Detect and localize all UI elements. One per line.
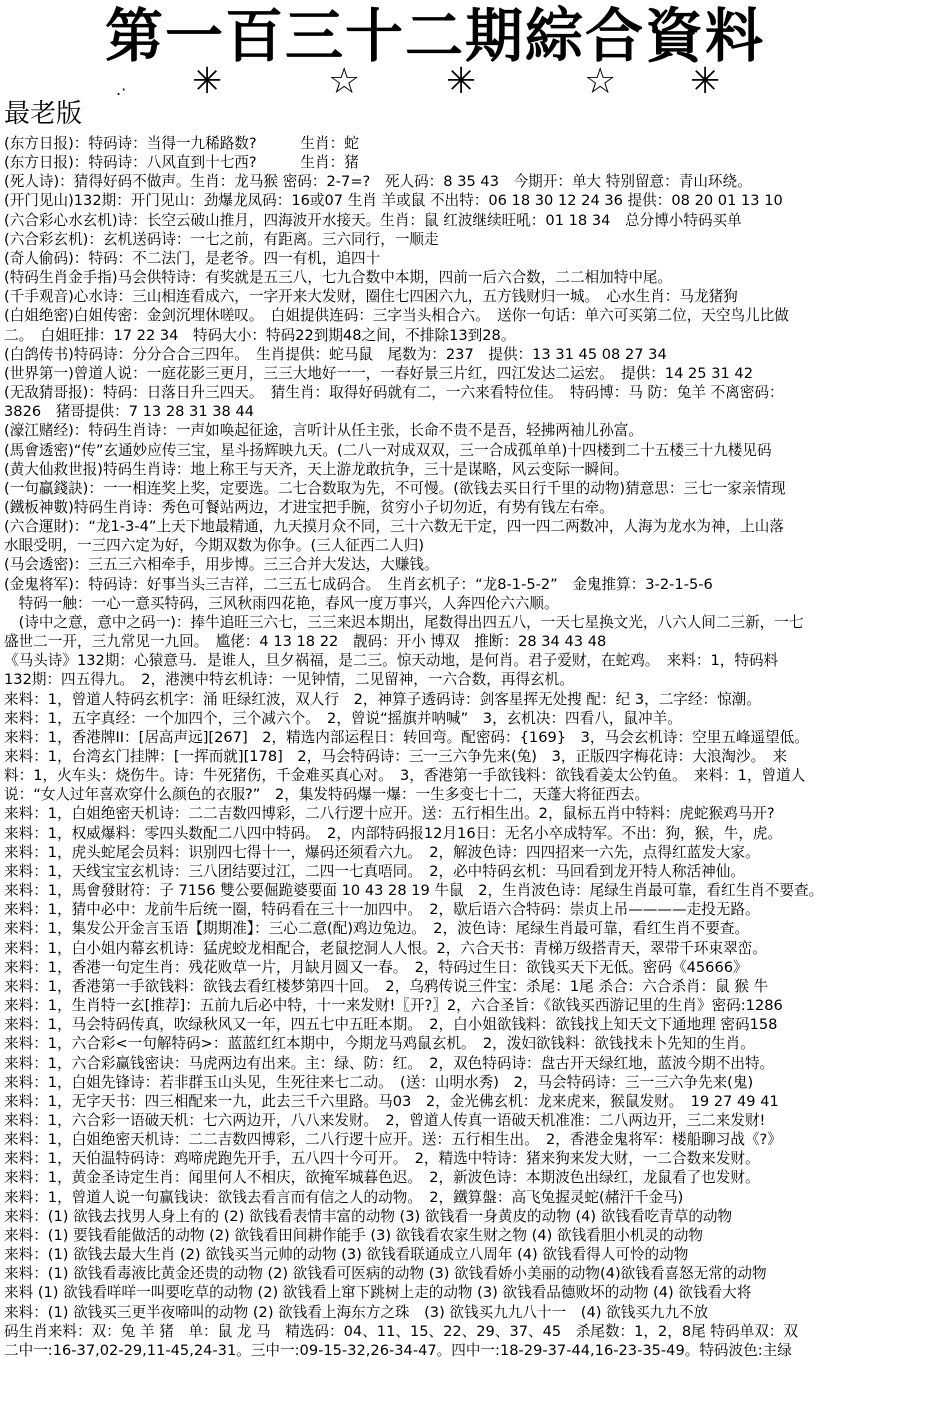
text-line: 来料：(1) 欲钱买三更半夜啼叫的动物 (2) 欲钱看上海东方之珠 (3) 欲钱买九九八十一 (4) 欲钱买九九不放 (4, 1303, 709, 1321)
text-line: 来料 (1) 欲钱看咩咩一叫要吃草的动物 (2) 欲钱看上窜下跳树上走的动物 (3) 欲钱看品德败坏的动物 (4) 欲钱看大将 (4, 1284, 752, 1302)
text-line: 来料：1，香港第一手欲钱料：欲钱去看红楼梦第四十回。 2，乌鸦传说三件宝：杀尾：1尾 杀合：六合杀肖：鼠 猴 牛 (4, 977, 769, 995)
text-line: 来料：1，白姐绝密天机诗：二二吉数四博彩，二八行逻十应开。送：五行相生出。 2，香港金鬼将军：楼船聊习战《?》 (4, 1131, 782, 1149)
text-line (4, 1379, 946, 1398)
text-line: 来料：1，五字真经：一个加四个，三个减六个。 2，曾说“摇旗并呐喊” 3，玄机决：四看八，鼠冲羊。 (4, 709, 682, 727)
text-line: 来料：1，天线宝宝玄机诗：三八团结要过江，二四一七真唔同。 2，必中特码玄机：马回看到龙开特人称活神仙。 (4, 862, 745, 880)
text-line: (白姐绝密)白姐传密：金剑沉埋休嗟叹。 白姐提供连码：三字当头相合六。 送你一句话：单六可买第二位，天空鸟儿比做 (4, 307, 789, 325)
text-line: 132期：四五得九。 2，港澳中特玄机诗：一见钟情，二见留神，一六合数，再得玄机。 (4, 671, 574, 689)
text-line: 说：“女人过年喜欢穿什么颜色的衣服?” 2，集发特码爆一爆：一生多变七十二，天蓬大将征西去。 (4, 786, 650, 804)
text-line: (六合彩心水玄机)诗：长空云破山推月，四海波开水接天。生肖：鼠 红波继续旺吼：01 18 34 总分博小特码买单 (4, 211, 742, 229)
text-line: 来料：1，馬會發財符：子 7156 雙公要倔跪婆要面 10 43 28 19 牛鼠 2，生肖波色诗：尾绿生肖最可靠，看红生肖不要查。 (4, 882, 824, 900)
content-body (4, 134, 946, 1417)
text-line: (一句贏錢訣)：一一相连奖上奖，定要选。二七合数取为先，不可慢。(欲钱去买日行千里的动物)猜意思：三七一家亲情现 (4, 479, 786, 497)
text-line: 来料：1，集发公开金言玉语【期期准】：三心二意(配)鸡边兔边。 2，波色诗：尾绿生肖最可靠，看红生肖不要查。 (4, 920, 750, 938)
dot-ornament: .· (116, 80, 127, 99)
text-line: 来料：1，白姐先锋诗：若非群玉山头见，生死往来七二动。 (送：山明水秀) 2，马会特码诗：三一三六争先来(鬼) (4, 1073, 754, 1091)
text-line: 来料：1，白姐绝密天机诗：二二吉数四博彩，二八行逻十应开。送：五行相生出。2，鼠标五肖中特料：虎蛇猴鸡马开? (4, 805, 775, 823)
text-line: 盛世二一开，三九常见一九回。 尴佬：4 13 18 22 靓码：开小 博双 推断：28 34 43 48 (4, 633, 607, 651)
text-line: 料：1，火车头：烧伤牛。诗：牛死猪伤，千金难买真心对。 3，香港第一手欲钱料：欲钱看姜太公钓鱼。 来料：1，曾道人 (4, 767, 806, 785)
text-line: (黄大仙救世报)特码生肖诗：地上称王与天齐，天上游龙敢抗争，三十是谋略，风云变际一瞬间。 (4, 460, 629, 478)
text-line: 来料：1，香港一句定生肖：残花败草一片，月缺月圆又一春。 2，特码过生日：欲钱买天下无低。密码《45666》 (4, 958, 748, 976)
text-line: 二。 白姐旺排：17 22 34 特码大小：特码22到期48之间，不排除13到28。 (4, 326, 516, 344)
text-line: 3826 猪哥提供：7 13 28 31 38 44 (4, 403, 255, 421)
text-line: (六合運財)：“龙1-3-4”上天下地最精通，九天摸月众不同，三十六数无干定，四一四二两数冲，人海为龙水为神，上山落 (4, 518, 784, 536)
star-ornament-icon: ☆ (584, 61, 617, 102)
text-line (4, 1398, 946, 1417)
page-title: 第一百三十二期綜合資料 (105, 2, 766, 70)
text-line: (金鬼将军)：特码诗：好事当头三吉祥，二三五七成码合。 生肖玄机子：“龙8-1-5-2” 金鬼推算：3-2-1-5-6 (4, 575, 713, 593)
text-line: (千手观音)心水诗：三山相连看成六，一字开来大发财，圈住七四困六九，五方钱财归一城。 心水生肖：马龙猪狗 (4, 288, 738, 306)
text-line: (世界第一)曾道人说：一庭花影三更月，三三大地好一一，一春好景三片红，四江发达二运宏。 提供：14 25 31 42 (4, 364, 754, 382)
text-line: 来料：(1) 欲钱看毒液比黄金还贵的动物 (2) 欲钱看可医病的动物 (3) 欲钱看娇小美丽的动物(4)欲钱看喜怒无常的动物 (4, 1265, 767, 1283)
text-line: (鐵板神數)特码生肖诗：秀色可餐站两边，才进宝把手腕，贫穷小子切勿近，有势有钱左右牵。 (4, 498, 614, 516)
text-line: 来料：(1) 欲钱去最大生肖 (2) 欲钱买当元帅的动物 (3) 欲钱看联通成立八周年 (4) 欲钱看得人可怜的动物 (4, 1246, 689, 1264)
text-line: 来料：1，六合彩赢钱密诀：马虎两边有出来。主：绿、防：红。 2，双色特码诗：盘古开天绿红地，蓝波今期不出特。 (4, 1054, 775, 1072)
text-line: (开门见山)132期：开门见山：劲爆龙凤码：16或07 生肖 羊或鼠 不出特：06 18 30 12 24 36 提供：08 20 01 13 10 (4, 192, 783, 210)
text-line: (特码生肖金手指)马会供特诗：有奖就是五三八，七九合数中本期，四前一后六合数，二二相加特中尾。 (4, 269, 673, 287)
text-line: 码生肖来料：双：兔 羊 猪 单：鼠 龙 马 精选码：04、11、15、22、29、37、45 杀尾数：1，2，8尾 特码单双：双 (4, 1322, 798, 1340)
text-line: 来料：1，曾道人说一句赢钱诀：欲钱去看言而有信之人的动物。 2，鐵算盤：高飞兔握灵蛇(赭汗千金马) (4, 1188, 684, 1206)
text-line: 来料：1，六合彩<一句解特码>：蓝蓝红红本期中，今期龙马鸡鼠玄机。 2，泼妇欲钱料：欲钱找未卜先知的生肖。 (4, 1035, 755, 1053)
text-line: 来料：1，六合彩一语破天机：七六两边开，八八来发财。 2，曾道人传真一语破天机准准：二八两边开，三二来发财! (4, 1111, 766, 1129)
text-line (4, 1360, 946, 1379)
asterisk-ornament-icon: ✳ (446, 61, 477, 102)
text-line: (马会透密)：三五三六相牵手，用步博。三三合并大发达，大赚钱。 (4, 556, 439, 574)
text-line: (馬會透密)“传”玄通妙应传三宝，星斗扬辉映九天。(二八一对成双双，三一合成孤单单)十四楼到二十五楼三十九楼见码 (4, 441, 772, 459)
text-line: 特码一触：一心一意买特码，三风秋雨四花艳，春风一度万事兴，人奔四伦六六顺。 (4, 594, 559, 612)
text-line: (东方日报)：特码诗：八风直到十七西? 生肖：猪 (4, 154, 359, 172)
text-line: 来料：(1) 欲钱去找男人身上有的 (2) 欲钱看表情丰富的动物 (3) 欲钱看一身黄皮的动物 (4) 欲钱看吃青草的动物 (4, 1207, 733, 1225)
text-line: 来料：1，猜中必中：龙前牛后统一圈，特码看在三十一加四中。 2，歇后语六合特码：崇贞上吊————走投无路。 (4, 901, 760, 919)
text-line: 来料：1，黄金圣诗定生肖：闻里何人不相庆，欲掩军城暮色迟。 2，新波色诗：本期波色出绿红，龙鼠看了也发财。 (4, 1169, 760, 1187)
asterisk-ornament-icon: ✳ (690, 61, 721, 102)
text-line: (六合彩玄机)：玄机送码诗：一七之前，有距离。三六同行，一顺走 (4, 230, 439, 248)
text-line: 来料：1，生肖特一玄[推荐]：五前九后必中特，十一来发财!〖开?〗2，六合圣旨：《欲钱买西游记里的生肖》密码:1286 (4, 997, 783, 1015)
text-line: 来料：1，香港牌II：[居高声远][267] 2，精选内部运程日：转回弯。配密码：{169} 3，马会玄机诗：空里五峰遥望低。 (4, 728, 809, 746)
text-line: (死人诗)：猜得好码不做声。生肖：龙马猴 密码：2-7=? 死人码：8 35 43 今期开：单大 特别留意：青山环绕。 (4, 173, 752, 191)
text-line: 来料：1，曾道人特码玄机字：涌 旺绿红波，双人行 2，神算子透码诗：剑客星挥无处搜 配：纪 3，二字经：惊潮。 (4, 690, 761, 708)
text-line: 水眼受明，一三四六定为好，今期双数为你争。(三人征西二人归) (4, 537, 425, 555)
text-line: 来料：1，天伯温特码诗：鸡啼虎跑先开手，五八四十今可开。 2，精选中特诗：猪来狗来发大财，一二合数来发财。 (4, 1150, 760, 1168)
text-line: (无敌猜哥报)：特码：日落日升三四天。 猜生肖：取得好码就有二，一六来看特位佳。 特码博：马 防：兔羊 不离密码： (4, 384, 784, 402)
text-line: 《马头诗》132期：心猿意马．是谁人，旦夕祸福，是二三。惊天动地，是何肖。君子爱财，在蛇鸡。 来料：1，特码料 (4, 652, 779, 670)
text-line: 来料：1，权威爆料：零四头数配二八四中特码。 2，内部特码报12月16日：无名小卒成特军。不出：狗，猴，牛，虎。 (4, 824, 783, 842)
text-line: (奇人偷码)：特码：不二法门，是老爷。四一有机，追四十 (4, 249, 381, 267)
text-line: 来料：1，虎头蛇尾会员料：识别四七得十一，爆码还须看六九。 2，解波色诗：四四招来一六先，点得红蓝发大家。 (4, 843, 760, 861)
asterisk-ornament-icon: ✳ (192, 61, 223, 102)
text-line: (白鸽传书)特码诗：分分合合三四年。 生肖提供：蛇马鼠 尾数为：237 提供：13 31 45 08 27 34 (4, 345, 667, 363)
text-line: (东方日报)：特码诗：当得一九稀路数? 生肖：蛇 (4, 135, 359, 152)
text-line: 来料：1，无字天书：四三相配来一九，此去三千六里路。马03 2，金光佛玄机：龙来虎来，猴鼠发财。 19 27 49 41 (4, 1092, 779, 1110)
title-decoration (0, 62, 950, 102)
text-line: 来料：1，白小姐内幕玄机诗：猛虎蛟龙相配合，老鼠挖洞人人恨。2，六合天书：青梯万级搭青天，翠带千环束翠峦。 (4, 939, 767, 957)
text-line: 来料：(1) 要钱看能做活的动物 (2) 欲钱看田间耕作能手 (3) 欲钱看农家生财之物 (4) 欲钱看胆小机灵的动物 (4, 1226, 703, 1244)
text-line: 二中一:16-37,02-29,11-45,24-31。三中一:09-15-32,26-34-47。四中一:18-29-37-44,16-23-35-49。特码波色:主绿 (4, 1341, 792, 1359)
edition-label: 最老版 (4, 99, 83, 129)
star-ornament-icon: ☆ (328, 61, 361, 102)
text-line: 来料：1，马会特码传真，吹绿秋风又一年，四五七中五旺本期。 2，白小姐欲钱料：欲钱找上知天文下通地理 密码158 (4, 1016, 778, 1034)
text-line: 来料：1，台湾玄门挂牌：[一挥而就][178] 2，马会特码诗：三一三六争先来(兔) 3，正版四字梅花诗：大浪淘沙。 来 (4, 748, 788, 765)
text-line: (濠江赌经)：特码生肖诗：一声如唤起征途，言听计从任主张，长命不贵不是吾，轻拂两袖儿孙富。 (4, 422, 643, 440)
text-line: (诗中之意，意中之码一)：捧牛追旺三六七，三三来迟本期出，尾数得出四五八，一天七星换文光，八六人间二三新，一七 (4, 613, 804, 631)
